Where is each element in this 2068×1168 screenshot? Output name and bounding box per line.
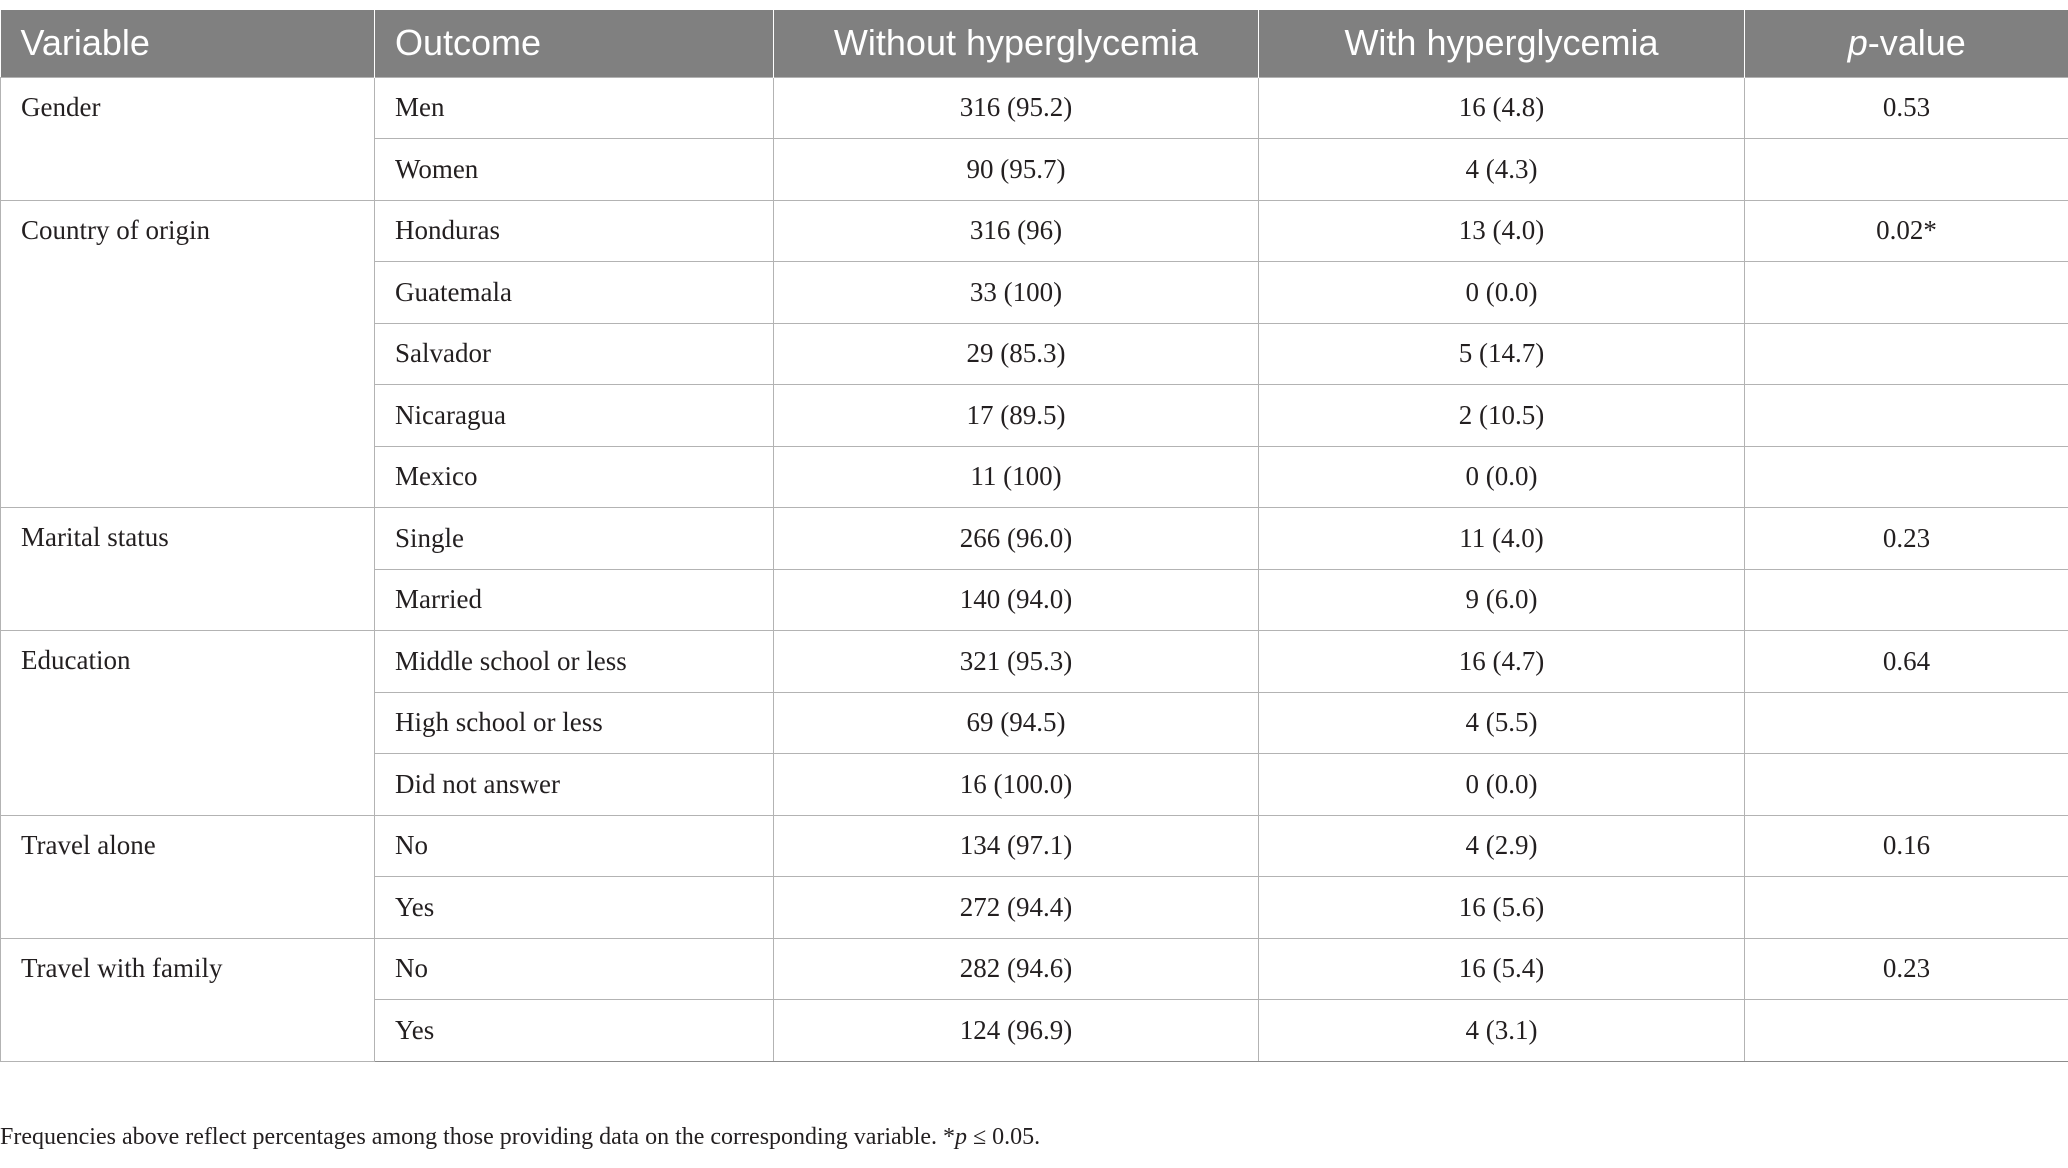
outcome-cell: Mexico bbox=[375, 446, 774, 508]
p-value-cell bbox=[1745, 385, 2068, 447]
table-row bbox=[1, 938, 2068, 1000]
with-hyperglycemia-cell: 0 (0.0) bbox=[1259, 754, 1745, 816]
p-value-cell bbox=[1745, 323, 2068, 385]
outcome-cell: Honduras bbox=[375, 200, 774, 262]
without-hyperglycemia-cell: 17 (89.5) bbox=[774, 385, 1259, 447]
with-hyperglycemia-cell: 0 (0.0) bbox=[1259, 262, 1745, 324]
with-hyperglycemia-cell: 2 (10.5) bbox=[1259, 385, 1745, 447]
with-hyperglycemia-cell: 11 (4.0) bbox=[1259, 508, 1745, 570]
variable-cell: Travel alone bbox=[1, 815, 375, 938]
with-hyperglycemia-cell: 16 (5.4) bbox=[1259, 938, 1745, 1000]
header-p-italic: p bbox=[1847, 22, 1868, 64]
outcome-cell: Yes bbox=[375, 877, 774, 939]
p-value-cell: 0.16 bbox=[1745, 815, 2068, 877]
header-without-hyperglycemia: Without hyperglycemia bbox=[774, 10, 1259, 77]
with-hyperglycemia-cell: 16 (4.7) bbox=[1259, 631, 1745, 693]
without-hyperglycemia-cell: 321 (95.3) bbox=[774, 631, 1259, 693]
with-hyperglycemia-cell: 13 (4.0) bbox=[1259, 200, 1745, 262]
p-value-cell bbox=[1745, 877, 2068, 939]
variable-cell: Travel with family bbox=[1, 938, 375, 1061]
outcome-cell: Middle school or less bbox=[375, 631, 774, 693]
outcome-cell: High school or less bbox=[375, 692, 774, 754]
outcome-cell: Did not answer bbox=[375, 754, 774, 816]
p-value-cell: 0.23 bbox=[1745, 508, 2068, 570]
header-outcome: Outcome bbox=[375, 10, 774, 77]
without-hyperglycemia-cell: 16 (100.0) bbox=[774, 754, 1259, 816]
without-hyperglycemia-cell: 90 (95.7) bbox=[774, 139, 1259, 201]
table-header bbox=[1, 10, 2068, 77]
variable-cell: Education bbox=[1, 631, 375, 816]
outcome-cell: Men bbox=[375, 77, 774, 139]
outcome-cell: No bbox=[375, 938, 774, 1000]
p-value-cell: 0.64 bbox=[1745, 631, 2068, 693]
outcome-cell: Women bbox=[375, 139, 774, 201]
footnote-text-before: Frequencies above reflect percentages among those providing data on the corresponding variable. * bbox=[0, 1124, 955, 1150]
with-hyperglycemia-cell: 4 (3.1) bbox=[1259, 1000, 1745, 1062]
p-value-cell bbox=[1745, 692, 2068, 754]
with-hyperglycemia-cell: 4 (5.5) bbox=[1259, 692, 1745, 754]
table-row bbox=[1, 508, 2068, 570]
without-hyperglycemia-cell: 134 (97.1) bbox=[774, 815, 1259, 877]
table-row bbox=[1, 77, 2068, 139]
without-hyperglycemia-cell: 266 (96.0) bbox=[774, 508, 1259, 570]
variable-cell: Gender bbox=[1, 77, 375, 200]
table-body bbox=[1, 77, 2068, 1061]
p-value-cell bbox=[1745, 1000, 2068, 1062]
p-value-cell bbox=[1745, 754, 2068, 816]
outcome-cell: Married bbox=[375, 569, 774, 631]
footnote-p-italic: p bbox=[954, 1124, 967, 1150]
with-hyperglycemia-cell: 4 (2.9) bbox=[1259, 815, 1745, 877]
with-hyperglycemia-cell: 4 (4.3) bbox=[1259, 139, 1745, 201]
with-hyperglycemia-cell: 16 (4.8) bbox=[1259, 77, 1745, 139]
header-with-hyperglycemia: With hyperglycemia bbox=[1259, 10, 1745, 77]
without-hyperglycemia-cell: 282 (94.6) bbox=[774, 938, 1259, 1000]
without-hyperglycemia-cell: 11 (100) bbox=[774, 446, 1259, 508]
without-hyperglycemia-cell: 272 (94.4) bbox=[774, 877, 1259, 939]
table-row bbox=[1, 815, 2068, 877]
table-row bbox=[1, 200, 2068, 262]
table-row bbox=[1, 631, 2068, 693]
outcome-cell: Nicaragua bbox=[375, 385, 774, 447]
without-hyperglycemia-cell: 29 (85.3) bbox=[774, 323, 1259, 385]
header-variable: Variable bbox=[1, 10, 375, 77]
variable-cell: Country of origin bbox=[1, 200, 375, 508]
header-p-rest: -value bbox=[1867, 22, 1966, 64]
without-hyperglycemia-cell: 140 (94.0) bbox=[774, 569, 1259, 631]
without-hyperglycemia-cell: 316 (95.2) bbox=[774, 77, 1259, 139]
without-hyperglycemia-cell: 124 (96.9) bbox=[774, 1000, 1259, 1062]
with-hyperglycemia-cell: 5 (14.7) bbox=[1259, 323, 1745, 385]
outcome-cell: Salvador bbox=[375, 323, 774, 385]
hyperglycemia-table bbox=[0, 10, 2068, 1062]
outcome-cell: No bbox=[375, 815, 774, 877]
p-value-cell: 0.23 bbox=[1745, 938, 2068, 1000]
header-p-value bbox=[1745, 10, 2068, 77]
p-value-cell bbox=[1745, 262, 2068, 324]
without-hyperglycemia-cell: 69 (94.5) bbox=[774, 692, 1259, 754]
without-hyperglycemia-cell: 33 (100) bbox=[774, 262, 1259, 324]
outcome-cell: Single bbox=[375, 508, 774, 570]
p-value-cell bbox=[1745, 446, 2068, 508]
p-value-cell bbox=[1745, 139, 2068, 201]
with-hyperglycemia-cell: 16 (5.6) bbox=[1259, 877, 1745, 939]
p-value-cell: 0.02* bbox=[1745, 200, 2068, 262]
variable-cell: Marital status bbox=[1, 508, 375, 631]
with-hyperglycemia-cell: 0 (0.0) bbox=[1259, 446, 1745, 508]
with-hyperglycemia-cell: 9 (6.0) bbox=[1259, 569, 1745, 631]
header-row bbox=[1, 10, 2068, 77]
table-footnote bbox=[0, 1124, 1040, 1151]
p-value-cell: 0.53 bbox=[1745, 77, 2068, 139]
p-value-cell bbox=[1745, 569, 2068, 631]
without-hyperglycemia-cell: 316 (96) bbox=[774, 200, 1259, 262]
outcome-cell: Guatemala bbox=[375, 262, 774, 324]
footnote-text-after: ≤ 0.05. bbox=[966, 1124, 1041, 1150]
outcome-cell: Yes bbox=[375, 1000, 774, 1062]
